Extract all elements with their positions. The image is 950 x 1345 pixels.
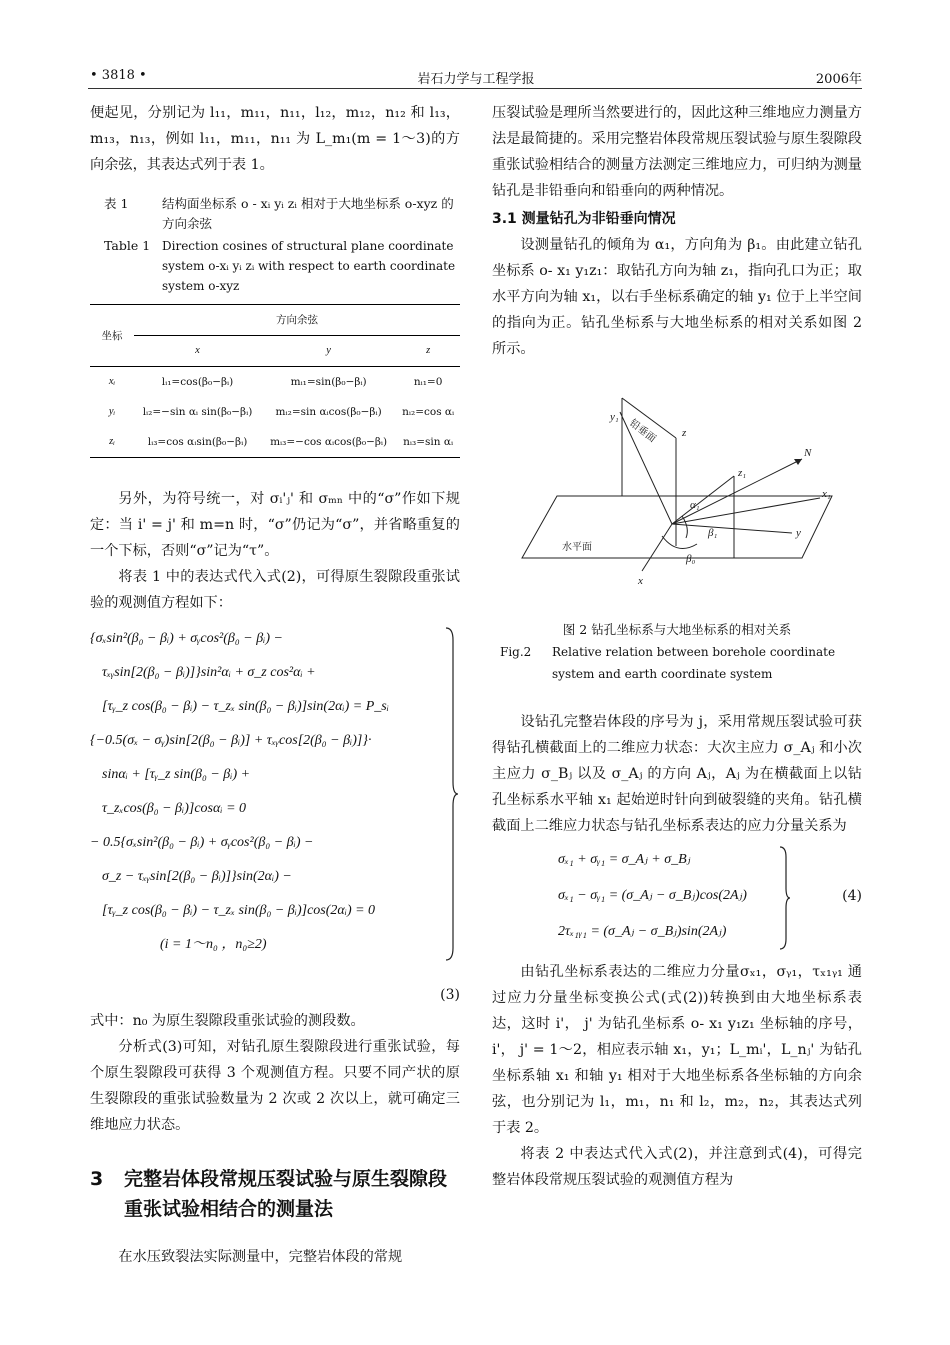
table1-caption-cn: 表 1 结构面坐标系 o - xᵢ yᵢ zᵢ 相对于大地坐标系 o-xyz 的方向余弦: [104, 196, 454, 231]
page-number: • 3818 •: [90, 68, 147, 83]
label-y: y: [796, 527, 801, 539]
table-row: zᵢ lᵢ₃=cos αᵢsin(β₀−βᵢ) mᵢ₃=−cos αᵢcos(β₀−βᵢ) nᵢ₃=sin αᵢ: [90, 427, 460, 458]
equation-line: {σₓsin²(β₀ − βᵢ) + σᵧcos²(β₀ − βᵢ) −: [90, 631, 283, 646]
label-alpha1: α₁: [690, 499, 700, 511]
paragraph: 将表 1 中的表达式代入式(2)，可得原生裂隙段重张试验的观测值方程如下：: [90, 569, 460, 611]
section-number: 3: [90, 1168, 104, 1190]
paragraph: 便起见，分别记为 l₁₁，m₁₁，n₁₁，l₁₂，m₁₂，n₁₂ 和 l₁₃，m₁₃，n₁₃，例如 l₁₁，m₁₁，n₁₁ 为 L_m₁(m = 1～3)的方向余弦，其表达式列于表 1。: [90, 105, 460, 173]
label-vertical-plane: 铅垂面: [627, 417, 658, 445]
figure-caption-en: Fig.2 Relative relation between borehole coordinate system and earth coordinate system: [500, 645, 836, 681]
figure-2: [492, 396, 862, 601]
equation-number: (4): [842, 888, 862, 904]
running-header: [90, 68, 862, 88]
left-column: [90, 100, 460, 1270]
equation-line: τ_zₓcos(β₀ − βᵢ)]cosαᵢ = 0: [102, 801, 247, 816]
paragraph: 在水压致裂法实际测量中，完整岩体段的常规: [118, 1249, 403, 1265]
paragraph: 分析式(3)可知，对钻孔原生裂隙段进行重张试验，每个原生裂隙段可获得 3 个观测值方程。只要不同产状的原生裂隙段的重张试验数量为 2 次或 2 次以上，就可确定三维地应力状态。: [90, 1039, 460, 1133]
beta1-arc: [682, 516, 687, 538]
subsection-heading: 3.1 测量钻孔为非铅垂向情况: [492, 211, 676, 227]
table-row: yᵢ lᵢ₂=−sin αᵢ sin(β₀−βᵢ) mᵢ₂=sin αᵢcos(β₀−βᵢ) nᵢ₂=cos αᵢ: [108, 406, 455, 418]
section-title: 完整岩体段常规压裂试验与原生裂隙段重张试验相结合的测量法: [124, 1168, 448, 1220]
table-header: 坐标: [90, 305, 134, 367]
table-header: z: [396, 336, 460, 367]
equation-line: sinαᵢ + [τᵧ_z sin(β₀ − βᵢ) +: [102, 767, 251, 782]
paragraph: 由钻孔坐标系表达的二维应力分量σₓ₁，σᵧ₁，τₓ₁ᵧ₁ 通过应力分量坐标变换公式(式(2))转换到由大地坐标系表达，这时 i'， j' 为钻孔坐标系 o- x₁ y₁z₁ 坐标轴的序号，i'， j' = 1～2，相应表示轴 x₁，y₁；L_mᵢ'，L_nⱼ' 为钻孔坐标系轴 x₁ 和轴 y₁ 相对于大地坐标系各坐标轴的方向余弦，也分别记为 l₁，m₁，n₁ 和 l₂，m₂，n₂，其表达式列于表 2。: [492, 964, 862, 1136]
section-heading: [90, 1164, 460, 1224]
equation-line: − 0.5{σₓsin²(β₀ − βᵢ) + σᵧcos²(β₀ − βᵢ) −: [90, 835, 314, 850]
table1: [90, 304, 460, 458]
paragraph: 另外，为符号统一，对 σᵢ'ⱼ' 和 σₘₙ 中的“σ”作如下规定：当 i' = j' 和 m=n 时，“σ”仍记为“σ”，并省略重复的一个下标，否则“σ”记为“τ”。: [90, 491, 460, 559]
equation-line: σₓ₁ − σᵧ₁ = (σ_Aⱼ − σ_Bⱼ)cos(2Aⱼ): [558, 888, 747, 903]
equation-line: (i = 1～n₀ ，n₀≥2): [160, 937, 267, 952]
north-axis: [672, 459, 802, 524]
label-x: x: [638, 575, 643, 587]
header-rule: [88, 88, 862, 89]
borehole-z1-axis: [672, 476, 734, 524]
label-z: z: [682, 427, 687, 439]
x-axis: [642, 524, 672, 571]
equation-line: σ_z − τₓᵧsin[2(β₀ − βᵢ)]}sin(2αᵢ) −: [102, 869, 292, 884]
label-beta1: β₁: [708, 527, 718, 539]
table-header: x: [134, 336, 261, 367]
right-column: [492, 100, 862, 1193]
equation-line: σₓ₁ + σᵧ₁ = σ_Aⱼ + σ_Bⱼ: [558, 852, 691, 867]
equation-number: (3): [440, 987, 460, 1003]
year: 2006年: [815, 72, 862, 87]
brace-icon: [778, 845, 792, 951]
label-horizontal-plane: 水平面: [562, 542, 592, 553]
equation-line: 2τₓ₁ᵧ₁ = (σ_Aⱼ − σ_Bⱼ)sin(2Aⱼ): [558, 924, 727, 939]
y-axis: [672, 524, 792, 533]
journal-name: 岩石力学与工程学报: [417, 72, 535, 87]
beta0-arc: [662, 536, 697, 549]
label-N: N: [804, 447, 812, 459]
equation-line: [τᵧ_z cos(β₀ − βᵢ) − τ_zₓ sin(β₀ − βᵢ)]sin(2αᵢ) = P_sᵢ: [102, 699, 389, 714]
paragraph: 压裂试验是理所当然要进行的，因此这种三维地应力测量方法是最简捷的。采用完整岩体段常规压裂试验与原生裂隙段重张试验相结合的测量方法测定三维地应力，可归纳为测量钻孔是非铅垂向和铅垂向的两种情况。: [492, 105, 862, 199]
table-row: xᵢ lᵢ₁=cos(β₀−βᵢ) mᵢ₁=sin(β₀−βᵢ) nᵢ₁=0: [108, 376, 443, 388]
table1-caption-en: Table 1 Direction cosines of structural plane coordinate system o-xᵢ yᵢ zᵢ with respect to earth coordinate system o-xyz: [104, 238, 456, 293]
label-y1: y₁: [610, 411, 619, 423]
paragraph: 式中：n₀ 为原生裂隙段重张试验的测段数。: [90, 1013, 365, 1029]
equation-line: τₓᵧsin[2(β₀ − βᵢ)]}sin²αᵢ + σ_z cos²αᵢ +: [102, 665, 316, 680]
coordinate-diagram: [492, 396, 862, 601]
equation-4: [492, 843, 862, 955]
equation-line: {−0.5(σₓ − σᵧ)sin[2(β₀ − βᵢ)] + τₓᵧcos[2(β₀ − βᵢ)]}·: [90, 733, 372, 748]
label-z1: z₁: [738, 467, 747, 479]
paragraph: 将表 2 中表达式代入式(2)，并注意到式(4)，可得完整岩体段常规压裂试验的观测值方程为: [492, 1146, 862, 1188]
label-x1: x₁: [822, 488, 831, 500]
paragraph: 设钻孔完整岩体段的序号为 j，采用常规压裂试验可获得钻孔横截面上的二维应力状态：大次主应力 σ_Aⱼ 和小次主应力 σ_Bⱼ 以及 σ_Aⱼ 的方向 Aⱼ，Aⱼ 为在横截面上以钻孔坐标系水平轴 x₁ 起始逆时针向到破裂缝的夹角。钻孔横截面上二维应力状态与钻孔坐标系表达的应力分量关系为: [492, 714, 862, 834]
equation-line: [τᵧ_z cos(β₀ − βᵢ) − τ_zₓ sin(β₀ − βᵢ)]cos(2αᵢ) = 0: [102, 903, 376, 918]
table-header: 方向余弦: [134, 305, 460, 336]
equation-3: [90, 622, 460, 1002]
figure-caption-cn: 图 2 钻孔坐标系与大地坐标系的相对关系: [562, 622, 792, 637]
label-beta0: β₀: [686, 553, 696, 565]
paragraph: 设测量钻孔的倾角为 α₁，方向角为 β₁。由此建立钻孔坐标系 o- x₁ y₁z₁：取钻孔方向为轴 z₁，指向孔口为正；取水平方向为轴 x₁，以右手坐标系确定的轴 y₁ 位于上半空间的指向为正。钻孔坐标系与大地坐标系的相对关系如图 2 所示。: [492, 237, 862, 357]
brace-icon: [444, 626, 460, 962]
table-header: y: [261, 336, 396, 367]
